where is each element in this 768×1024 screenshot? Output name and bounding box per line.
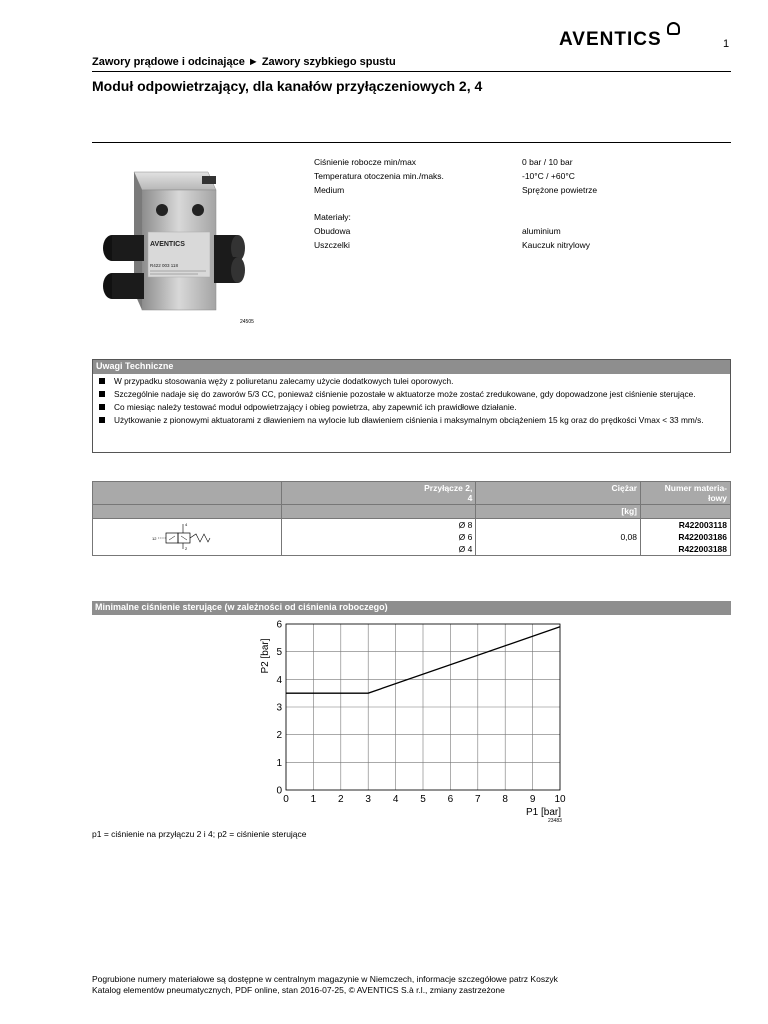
bullet-icon xyxy=(99,404,105,410)
materials-heading-row xyxy=(314,210,614,224)
spec-row xyxy=(314,169,614,183)
spec-row xyxy=(314,155,614,169)
y-tick-label: 5 xyxy=(276,647,282,659)
notes-list xyxy=(93,374,730,426)
title-divider xyxy=(92,142,731,143)
note-text: Użytkowanie z pionowymi aktuatorami z dławieniem na wylocie lub dławieniem ciśnienia i maksymalnym obciążeniem 15 kg oraz do prędkości Vmax < 33 mm/s. xyxy=(114,415,704,425)
footer xyxy=(92,974,558,996)
port-size: Ø 6 xyxy=(281,531,476,543)
x-tick-label: 3 xyxy=(365,794,371,805)
x-tick-label: 5 xyxy=(420,794,426,805)
table-header-symbol xyxy=(93,482,282,505)
valve-symbol-icon xyxy=(152,521,222,551)
weight-value: 0,08 xyxy=(476,519,641,556)
note-item xyxy=(99,415,724,426)
page-title: Moduł odpowietrzający, dla kanałów przyłączeniowych 2, 4 xyxy=(92,78,483,94)
header-part-label: Numer materia- łowy xyxy=(664,483,727,503)
note-item xyxy=(99,402,724,413)
y-tick-label: 0 xyxy=(276,785,282,797)
spec-value: -10°C / +60°C xyxy=(522,171,575,181)
notes-heading: Uwagi Techniczne xyxy=(93,360,730,374)
brand-name: AVENTICS xyxy=(559,29,662,50)
material-row xyxy=(314,238,614,252)
y-tick-label: 6 xyxy=(276,619,282,631)
spec-label: Medium xyxy=(314,185,345,195)
logo-mark-icon xyxy=(667,22,680,35)
pressure-chart xyxy=(250,612,580,832)
footer-line-2: Katalog elementów pneumatycznych, PDF online, stan 2016-07-25, © AVENTICS S.à r.l., zmiany zastrzeżone xyxy=(92,985,505,995)
x-tick-label: 2 xyxy=(338,794,344,805)
x-tick-label: 8 xyxy=(502,794,508,805)
bullet-icon xyxy=(99,391,105,397)
legend-note: p1 = ciśnienie na przyłączu 2 i 4; p2 = ciśnienie sterujące xyxy=(92,829,307,839)
weight-unit: [kg] xyxy=(476,505,641,519)
parts-table xyxy=(92,481,731,556)
x-axis-label: P1 [bar] xyxy=(525,807,561,818)
note-item xyxy=(99,389,724,400)
chart-heading: Minimalne ciśnienie sterujące (w zależności od ciśnienia roboczego) xyxy=(92,601,731,615)
y-tick-label: 2 xyxy=(276,730,282,742)
material-label: Uszczelki xyxy=(314,240,350,250)
note-text: Co miesiąc należy testować moduł odpowietrzający i obieg powietrza, aby zapewnić ich prawidłowe działanie. xyxy=(114,402,517,412)
bullet-icon xyxy=(99,378,105,384)
x-tick-label: 4 xyxy=(392,794,399,805)
port-size: Ø 8 xyxy=(281,519,476,532)
table-header-part xyxy=(641,482,731,505)
part-number: R422003186 xyxy=(641,531,731,543)
chart-grid xyxy=(286,624,560,790)
header-divider xyxy=(92,71,731,72)
x-tick-label: 10 xyxy=(554,794,566,805)
note-item xyxy=(99,376,724,387)
x-tick-label: 6 xyxy=(447,794,454,805)
symbol-port-2: 2 xyxy=(184,546,188,551)
note-text: Szczególnie nadaje się do zaworów 5/3 CC, ponieważ ciśnienie pozostałe w aktuatorze może zostać zredukowane, gdy dopowadzone jest ciśnienie sterujące. xyxy=(114,389,696,399)
table-header-weight: Ciężar xyxy=(476,482,641,505)
material-label: Obudowa xyxy=(314,226,351,236)
aventics-logo xyxy=(559,22,687,52)
x-tick-label: 9 xyxy=(529,794,536,805)
x-tick-label: 0 xyxy=(283,794,289,805)
technical-notes xyxy=(92,359,731,453)
note-text: W przypadku stosowania węży z poliuretanu zalecamy użycie dodatkowych tulei oporowych. xyxy=(114,376,454,386)
material-value: Kauczuk nitrylowy xyxy=(522,240,591,250)
specifications xyxy=(314,155,614,252)
pneumatic-symbol xyxy=(93,519,282,556)
y-axis-label: P2 [bar] xyxy=(260,638,271,674)
footer-line-1: Pogrubione numery materiałowe są dostępne w centralnym magazynie w Niemczech, informacje szczegółowe patrz Koszyk xyxy=(92,974,558,984)
material-row xyxy=(314,224,614,238)
table-row xyxy=(93,519,731,532)
y-tick-label: 4 xyxy=(276,674,282,686)
figure-number: 23483 xyxy=(548,818,562,824)
product-photo xyxy=(98,160,258,320)
x-tick-label: 7 xyxy=(475,794,481,805)
bullet-icon xyxy=(99,417,105,423)
page-number: 1 xyxy=(723,38,730,50)
table-header-ports xyxy=(281,482,476,505)
breadcrumb: Zawory prądowe i odcinające ► Zawory szybkiego spustu xyxy=(92,56,396,68)
y-tick-label: 1 xyxy=(276,757,282,769)
symbol-port-4: 4 xyxy=(184,522,188,527)
spec-label: Temperatura otoczenia min./maks. xyxy=(314,171,444,181)
photo-number: 24505 xyxy=(240,319,254,325)
photo-label-brand: AVENTICS xyxy=(150,241,185,248)
chart-ticks xyxy=(276,620,566,806)
spec-value: 0 bar / 10 bar xyxy=(522,157,573,167)
part-number: R422003188 xyxy=(641,543,731,556)
symbol-port-12: 12 xyxy=(151,536,157,541)
x-tick-label: 1 xyxy=(310,794,317,805)
port-size: Ø 4 xyxy=(281,543,476,556)
y-tick-label: 3 xyxy=(276,702,282,714)
spec-label: Ciśnienie robocze min/max xyxy=(314,157,417,167)
part-number: R422003118 xyxy=(641,519,731,532)
materials-heading: Materiały: xyxy=(314,212,351,222)
header-ports-label: Przyłącze 2, 4 xyxy=(424,483,473,503)
spec-row xyxy=(314,183,614,197)
spec-value: Sprężone powietrze xyxy=(522,185,598,195)
photo-label-part: R422 003 118 xyxy=(150,263,178,268)
material-value: aluminium xyxy=(522,226,561,236)
